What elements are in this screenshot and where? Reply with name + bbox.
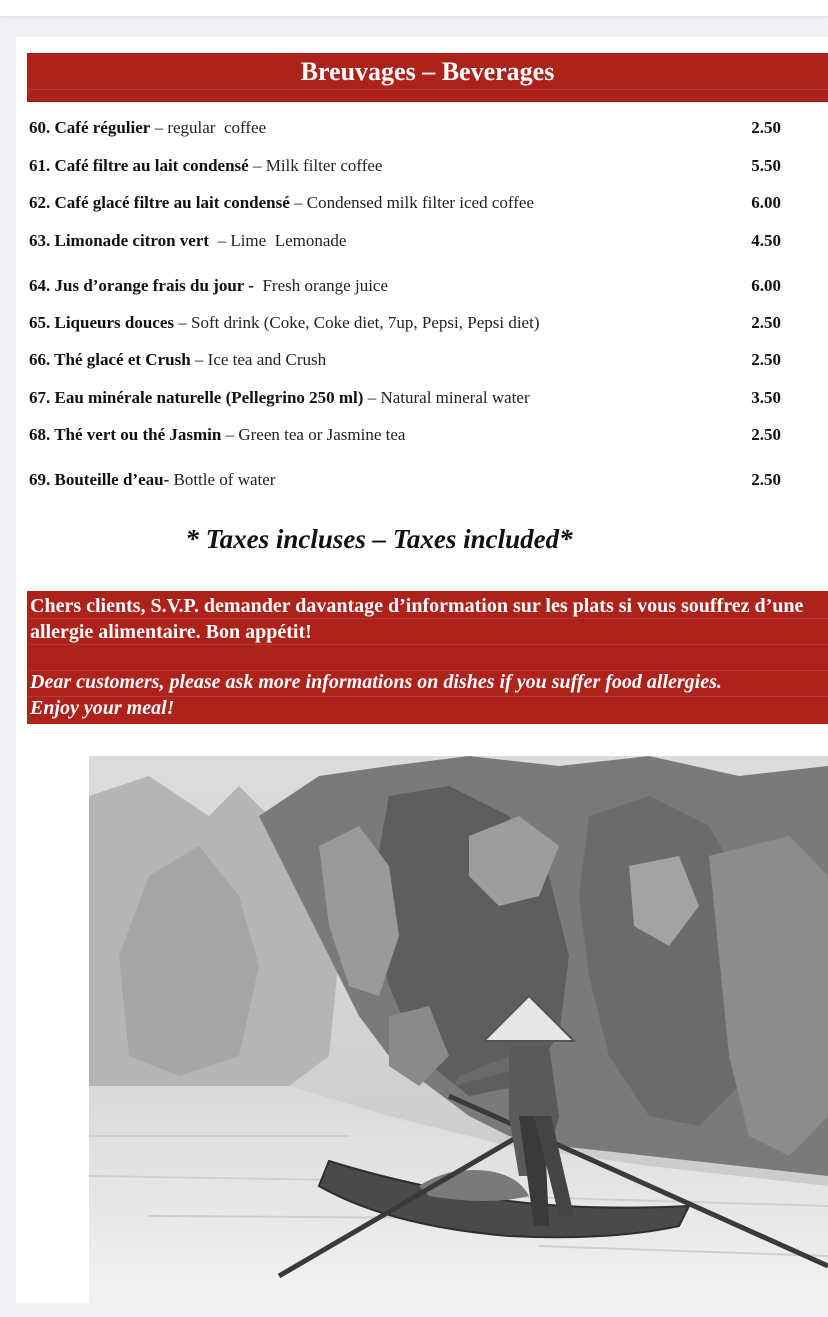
- beverage-separator: –: [174, 313, 191, 332]
- beverage-name: 60. Café régulier: [29, 118, 151, 137]
- beverage-description: Green tea or Jasmine tea: [238, 425, 406, 444]
- beverage-price: 2.50: [751, 425, 781, 444]
- allergy-notice-french: Chers clients, S.V.P. demander davantage d’information sur les plats si vous souffrez d’une allergie alimentaire. Bon appétit!: [30, 595, 804, 643]
- beverage-price: 3.50: [751, 388, 781, 407]
- beverage-description: regular coffee: [167, 118, 267, 137]
- beverage-description: Fresh orange juice: [262, 276, 389, 295]
- section-header: [27, 53, 828, 102]
- beverage-name: 64. Jus d’orange frais du jour -: [29, 276, 254, 295]
- previous-page-edge: [0, 0, 828, 17]
- beverage-price: 2.50: [751, 313, 781, 332]
- beverage-description: Condensed milk filter iced coffee: [306, 193, 534, 212]
- beverage-price: 2.50: [751, 118, 781, 137]
- beverage-item: [29, 387, 781, 409]
- beverage-description: Natural mineral water: [380, 388, 530, 407]
- beverage-name: 65. Liqueurs douces: [29, 313, 174, 332]
- beverage-description: Ice tea and Crush: [207, 350, 327, 369]
- beverage-separator: –: [221, 425, 239, 444]
- beverage-price: 6.00: [751, 276, 781, 295]
- beverage-price: 4.50: [751, 231, 781, 250]
- beverage-separator: –: [289, 193, 307, 212]
- beverage-name: 63. Limonade citron vert: [29, 231, 210, 250]
- beverage-price: 6.00: [751, 193, 781, 212]
- section-title: Breuvages – Beverages: [300, 57, 555, 86]
- beverage-name: 66. Thé glacé et Crush: [29, 350, 191, 369]
- beverage-name: 69. Bouteille d’eau-: [29, 470, 170, 489]
- allergy-notice: [27, 591, 828, 724]
- beverage-price: 5.50: [751, 156, 781, 175]
- beverage-item: [29, 155, 781, 177]
- beverage-separator: –: [150, 118, 168, 137]
- beverage-separator: –: [209, 231, 231, 250]
- beverage-name: 61. Café filtre au lait condensé: [29, 156, 249, 175]
- beverage-price: 2.50: [751, 350, 781, 369]
- taxes-note: * Taxes incluses – Taxes included*: [185, 524, 573, 554]
- beverage-name: 62. Café glacé filtre au lait condensé: [29, 193, 290, 212]
- beverage-item: [29, 469, 781, 491]
- allergy-english-line-2: Enjoy your meal!: [30, 697, 175, 719]
- beverage-item: [29, 312, 781, 334]
- beverage-name: 68. Thé vert ou thé Jasmin: [29, 425, 222, 444]
- beverage-item: [29, 424, 781, 446]
- beverage-name: 67. Eau minérale naturelle (Pellegrino 250 ml): [29, 388, 364, 407]
- beverage-item: [29, 117, 781, 139]
- beverage-separator: –: [248, 156, 266, 175]
- menu-page: [16, 37, 828, 1303]
- beverage-item: [29, 230, 781, 252]
- beverage-price: 2.50: [751, 470, 781, 489]
- beverage-item: [29, 275, 781, 297]
- beverage-description: Milk filter coffee: [265, 156, 383, 175]
- beverage-item: [29, 349, 781, 371]
- beverage-description: Soft drink (Coke, Coke diet, 7up, Pepsi, Pepsi diet): [191, 313, 540, 332]
- beverage-item: [29, 192, 781, 214]
- beverage-description: Bottle of water: [173, 470, 276, 489]
- beverage-separator: –: [363, 388, 381, 407]
- allergy-notice-english: [30, 669, 722, 721]
- beverage-separator: –: [190, 350, 208, 369]
- beverage-description: Lime Lemonade: [230, 231, 347, 250]
- boatman-painting: [89, 756, 828, 1303]
- allergy-english-line-1: Dear customers, please ask more informations on dishes if you suffer food allergies.: [30, 671, 722, 693]
